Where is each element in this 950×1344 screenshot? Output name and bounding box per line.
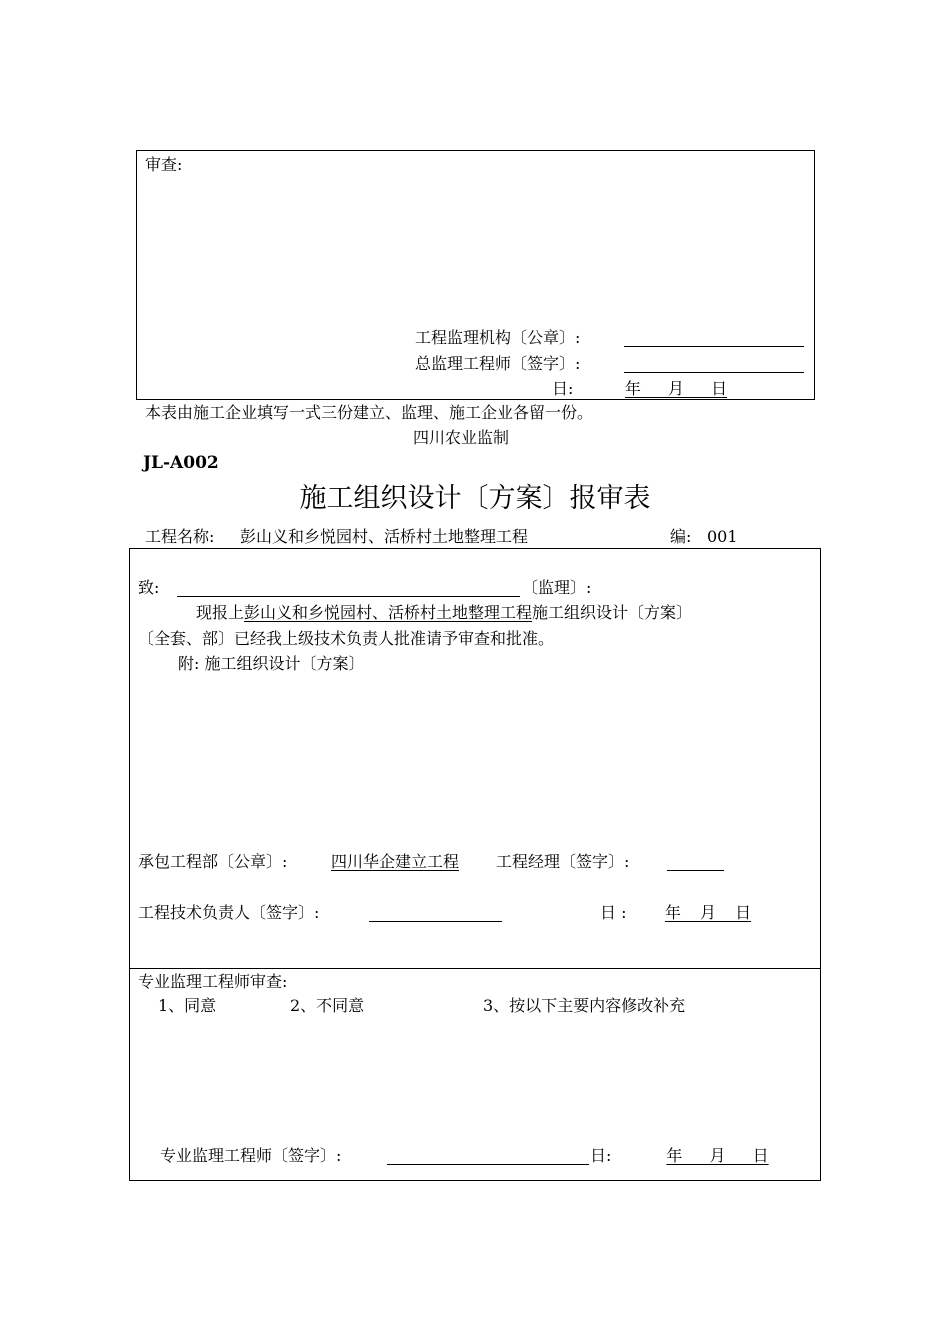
engineer-review-label: 专业监理工程师审查: [138, 972, 288, 991]
form-number-value: 001 [707, 527, 738, 546]
attachment-line: 附: 施工组织设计〔方案〕 [178, 654, 365, 673]
contractor-name: 四川华企建立工程 [331, 852, 460, 871]
body-prefix: 现报上 [196, 603, 245, 622]
tech-lead-signature-line[interactable] [369, 921, 502, 922]
submission-body-line2: 〔全套、部〕已经我上级技术负责人批准请予审查和批准。 [138, 629, 555, 648]
supervisor-suffix: 〔监理〕: [522, 578, 592, 597]
engineer-signature-line[interactable] [387, 1164, 589, 1165]
body-suffix: 施工组织设计〔方案〕 [532, 603, 693, 622]
project-manager-label: 工程经理〔签字〕: [496, 852, 630, 871]
issuer-label: 四川农业监制 [413, 428, 510, 447]
review-option-disagree[interactable]: 2、不同意 [290, 996, 365, 1015]
engineer-sign-label: 专业监理工程师〔签字〕: [160, 1146, 342, 1165]
project-name-value: 彭山义和乡悦园村、活桥村土地整理工程 [240, 527, 529, 546]
upper-review-label: 审查: [145, 155, 183, 174]
engineer-date-field[interactable]: 年 月 日 [666, 1146, 769, 1165]
contractor-label: 承包工程部〔公章〕: [138, 852, 288, 871]
supervision-org-label: 工程监理机构〔公章〕: [415, 328, 581, 347]
upper-date-field[interactable]: 年 月 日 [624, 379, 728, 398]
supervision-org-signature-line[interactable] [624, 346, 804, 347]
submission-body-line1 [196, 605, 692, 621]
form-number-label: 编: [670, 527, 692, 546]
project-name-label: 工程名称: [145, 527, 215, 546]
review-option-revise[interactable]: 3、按以下主要内容修改补充 [483, 996, 686, 1015]
form-code: JL-A002 [143, 453, 219, 473]
page-title: 施工组织设计〔方案〕报审表 [299, 483, 651, 514]
form-footnote: 本表由施工企业填写一式三份建立、监理、施工企业各留一份。 [145, 403, 594, 422]
engineer-date-label: 日: [590, 1146, 612, 1165]
tech-lead-label: 工程技术负责人〔签字〕: [138, 903, 320, 922]
supervisor-name-line[interactable] [177, 596, 520, 597]
project-manager-signature-line[interactable] [667, 870, 724, 871]
chief-engineer-label: 总监理工程师〔签字〕: [415, 354, 581, 373]
submission-date-field[interactable]: 年 月 日 [664, 903, 752, 922]
submission-date-label: 日 : [600, 903, 627, 922]
body-project-name: 彭山义和乡悦园村、活桥村土地整理工程 [244, 603, 533, 622]
upper-date-label: 日: [552, 379, 574, 398]
review-option-agree[interactable]: 1、同意 [158, 996, 217, 1015]
chief-engineer-signature-line[interactable] [624, 372, 804, 373]
to-label: 致: [138, 578, 160, 597]
